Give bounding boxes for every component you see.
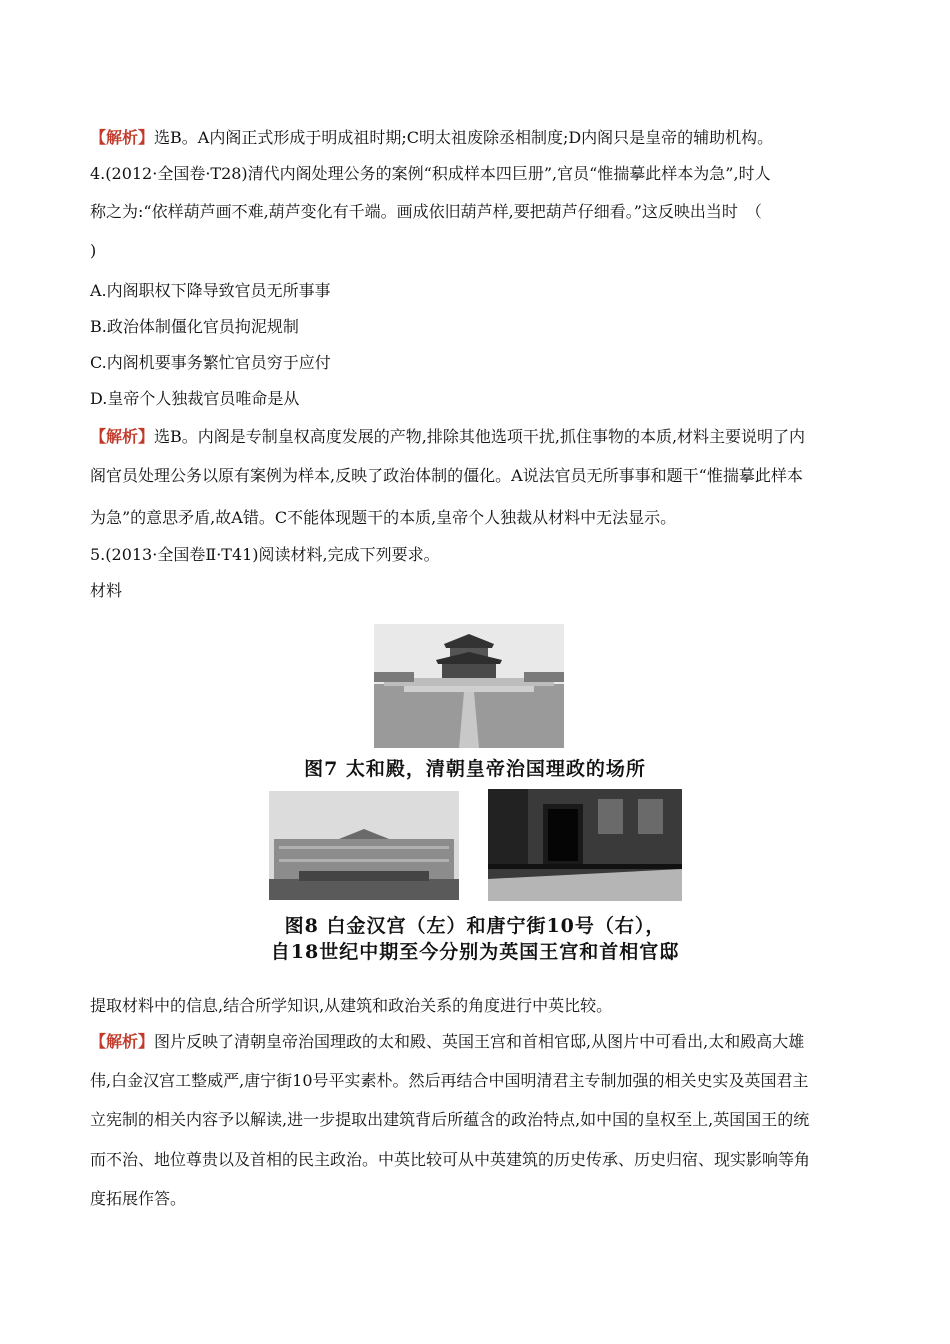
q5-analysis-line4: 而不治、地位尊贵以及首相的民主政治。中英比较可从中英建筑的历史传承、历史归宿、现实影响等角 [90,1150,811,1169]
q4-option-c: C.内阁机要事务繁忙官员穷于应付 [90,353,331,372]
q4-analysis-line2: 阁官员处理公务以原有案例为样本,反映了政治体制的僵化。A说法官员无所事事和题干“惟揣摹此样本 [90,466,803,485]
analysis-tag: 【解析】 [90,1032,155,1051]
analysis-tag: 【解析】 [90,427,155,446]
q3-analysis [90,128,773,148]
downing-street-photo [488,789,682,901]
q5-analysis-line5: 度拓展作答。 [90,1189,187,1208]
q3-analysis-text: 选B。A内阁正式形成于明成祖时期;C明太祖废除丞相制度;D内阁只是皇帝的辅助机构。 [154,128,774,147]
q5-analysis-line2: 伟,白金汉宫工整威严,唐宁街10号平实素朴。然后再结合中国明清君主专制加强的相关史实及英国君主 [90,1071,809,1090]
q4-option-a: A.内阁职权下降导致官员无所事事 [90,281,331,300]
fig7-caption: 图7 太和殿，清朝皇帝治国理政的场所 [304,758,646,780]
q4-analysis-line1: 【解析】选B。内阁是专制皇权高度发展的产物,排除其他选项干扰,抓住事物的本质,材料主要说明了内 [90,427,806,446]
q5-analysis-line3: 立宪制的相关内容予以解读,进一步提取出建筑背后所蕴含的政治特点,如中国的皇权至上,英国国王的统 [90,1110,810,1129]
buckingham-palace-photo [269,791,459,900]
q4-option-b: B.政治体制僵化官员拘泥规制 [90,317,299,336]
q4-stem-line1: 4.(2012·全国卷·T28)清代内阁处理公务的案例“积成样本四巨册”,官员“惟揣摹此样本为急”,时人 [90,164,771,183]
q4-analysis-line3: 为急”的意思矛盾,故A错。C不能体现题干的本质,皇帝个人独裁从材料中无法显示。 [90,508,677,527]
analysis-tag: 【解析】 [90,128,155,147]
q4-stem-line3: ) [90,241,97,260]
material-label: 材料 [90,581,123,600]
q5-task: 提取材料中的信息,结合所学知识,从建筑和政治关系的角度进行中英比较。 [90,996,613,1015]
q4-stem-line2: 称之为:“依样葫芦画不难,葫芦变化有千端。画成依旧葫芦样,要把葫芦仔细看。”这反映出当时 （ [90,202,762,221]
fig8-caption-line2: 自18世纪中期至今分别为英国王宫和首相官邸 [270,941,680,963]
taihe-hall-photo [374,624,564,748]
q5-analysis-line1: 【解析】图片反映了清朝皇帝治国理政的太和殿、英国王宫和首相官邸,从图片中可看出,太和殿高大雄 [90,1032,805,1051]
fig8-caption-line1: 图8 白金汉宫（左）和唐宁街10号（右）， [284,915,666,937]
q4-option-d: D.皇帝个人独裁官员唯命是从 [90,389,300,408]
q5-stem: 5.(2013·全国卷Ⅱ·T41)阅读材料,完成下列要求。 [90,545,440,564]
